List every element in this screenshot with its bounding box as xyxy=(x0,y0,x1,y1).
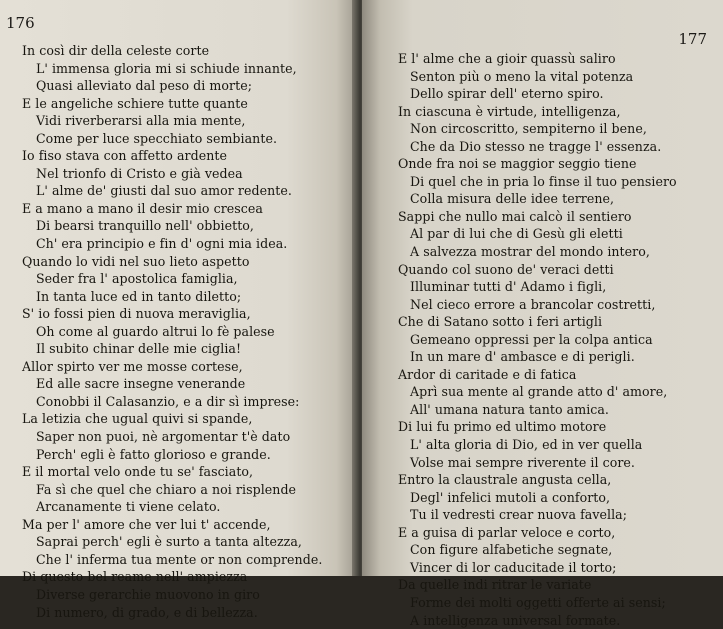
verse-line: Saprai perch' egli è surto a tanta altezza, xyxy=(22,533,352,551)
verse-line: Diverse gerarchie muovono in giro xyxy=(22,586,352,604)
verse-line: L' alta gloria di Dio, ed in ver quella xyxy=(398,436,716,454)
verse-line: Come per luce specchiato sembiante. xyxy=(22,130,352,148)
verse-line: Che l' inferma tua mente or non comprende. xyxy=(22,551,352,569)
verse-line: Arcanamente ti viene celato. xyxy=(22,498,352,516)
verse-line: L' immensa gloria mi si schiude innante, xyxy=(22,60,352,78)
verse-line: A intelligenza universal formate. xyxy=(398,612,716,629)
verse-line: Nel trionfo di Cristo e già vedea xyxy=(22,165,352,183)
verse-line: Quando lo vidi nel suo lieto aspetto xyxy=(22,253,352,271)
verse-line: Fa sì che quel che chiaro a noi risplende xyxy=(22,481,352,499)
verse-line: Di lui fu primo ed ultimo motore xyxy=(398,418,716,436)
verse-line: Seder fra l' apostolica famiglia, xyxy=(22,270,352,288)
verse-line: Saper non puoi, nè argomentar t'è dato xyxy=(22,428,352,446)
verse-line: Entro la claustrale angusta cella, xyxy=(398,471,716,489)
verse-line: In un mare d' ambasce e di perigli. xyxy=(398,348,716,366)
verse-line: Perch' egli è fatto glorioso e grande. xyxy=(22,446,352,464)
verse-line: Con figure alfabetiche segnate, xyxy=(398,541,716,559)
verse-line: E a guisa di parlar veloce e corto, xyxy=(398,524,716,542)
page-number: 176 xyxy=(6,14,35,32)
verse-line: Aprì sua mente al grande atto d' amore, xyxy=(398,383,716,401)
verse-line: Non circoscritto, sempiterno il bene, xyxy=(398,120,716,138)
verse-line: Di numero, di grado, e di bellezza. xyxy=(22,604,352,622)
verse-line: Allor spirto ver me mosse cortese, xyxy=(22,358,352,376)
verse-line: L' alme de' giusti dal suo amor redente. xyxy=(22,182,352,200)
verse-line: S' io fossi pien di nuova meraviglia, xyxy=(22,305,352,323)
verse-line: Volse mai sempre riverente il core. xyxy=(398,454,716,472)
verse-line: Da quelle indi ritrar le variate xyxy=(398,576,716,594)
verse-line: La letizia che ugual quivi si spande, xyxy=(22,410,352,428)
right-page xyxy=(362,0,723,576)
verse-line: Ardor di caritade e di fatica xyxy=(398,366,716,384)
verse-line: Che di Satano sotto i feri artigli xyxy=(398,313,716,331)
verse-line: In così dir della celeste corte xyxy=(22,42,352,60)
verse-line: Sappi che nullo mai calcò il sentiero xyxy=(398,208,716,226)
verse-line: Vincer di lor caducitade il torto; xyxy=(398,559,716,577)
verse-line: Ma per l' amore che ver lui t' accende, xyxy=(22,516,352,534)
page-number: 177 xyxy=(678,30,707,48)
verse-line: E l' alme che a gioir quassù saliro xyxy=(398,50,716,68)
verse-line: Conobbi il Calasanzio, e a dir sì imprese: xyxy=(22,393,352,411)
verse-line: Oh come al guardo altrui lo fè palese xyxy=(22,323,352,341)
verse-line: Dello spirar dell' eterno spiro. xyxy=(398,85,716,103)
verse-line: Onde fra noi se maggior seggio tiene xyxy=(398,155,716,173)
verse-line: E il mortal velo onde tu se' fasciato, xyxy=(22,463,352,481)
verse-line: Gemeano oppressi per la colpa antica xyxy=(398,331,716,349)
verse-line: Di bearsi tranquillo nell' obbietto, xyxy=(22,217,352,235)
verse-line: Illuminar tutti d' Adamo i figli, xyxy=(398,278,716,296)
verse-lines xyxy=(22,42,352,621)
verse-line: In ciascuna è virtude, intelligenza, xyxy=(398,103,716,121)
verse-line: E a mano a mano il desir mio crescea xyxy=(22,200,352,218)
verse-lines xyxy=(398,50,716,629)
verse-line: In tanta luce ed in tanto diletto; xyxy=(22,288,352,306)
verse-line: Quasi alleviato dal peso di morte; xyxy=(22,77,352,95)
left-page xyxy=(0,0,358,576)
verse-line: Di questo bel reame nell' ampiezza xyxy=(22,568,352,586)
verse-line: Vidi riverberarsi alla mia mente, xyxy=(22,112,352,130)
verse-line: Io fiso stava con affetto ardente xyxy=(22,147,352,165)
verse-line: Senton più o meno la vital potenza xyxy=(398,68,716,86)
verse-line: Quando col suono de' veraci detti xyxy=(398,261,716,279)
verse-line: Forme dei molti oggetti offerte ai sensi; xyxy=(398,594,716,612)
verse-line: E le angeliche schiere tutte quante xyxy=(22,95,352,113)
verse-line: Colla misura delle idee terrene, xyxy=(398,190,716,208)
verse-line: Il subito chinar delle mie ciglia! xyxy=(22,340,352,358)
verse-line: Nel cieco errore a brancolar costretti, xyxy=(398,296,716,314)
verse-line: Tu il vedresti crear nuova favella; xyxy=(398,506,716,524)
verse-line: Che da Dio stesso ne tragge l' essenza. xyxy=(398,138,716,156)
verse-line: Al par di lui che di Gesù gli eletti xyxy=(398,225,716,243)
verse-line: Ch' era principio e fin d' ogni mia idea. xyxy=(22,235,352,253)
verse-line: Di quel che in pria lo finse il tuo pensiero xyxy=(398,173,716,191)
verse-line: Degl' infelici mutoli a conforto, xyxy=(398,489,716,507)
verse-line: Ed alle sacre insegne venerande xyxy=(22,375,352,393)
verse-line: A salvezza mostrar del mondo intero, xyxy=(398,243,716,261)
verse-line: All' umana natura tanto amica. xyxy=(398,401,716,419)
